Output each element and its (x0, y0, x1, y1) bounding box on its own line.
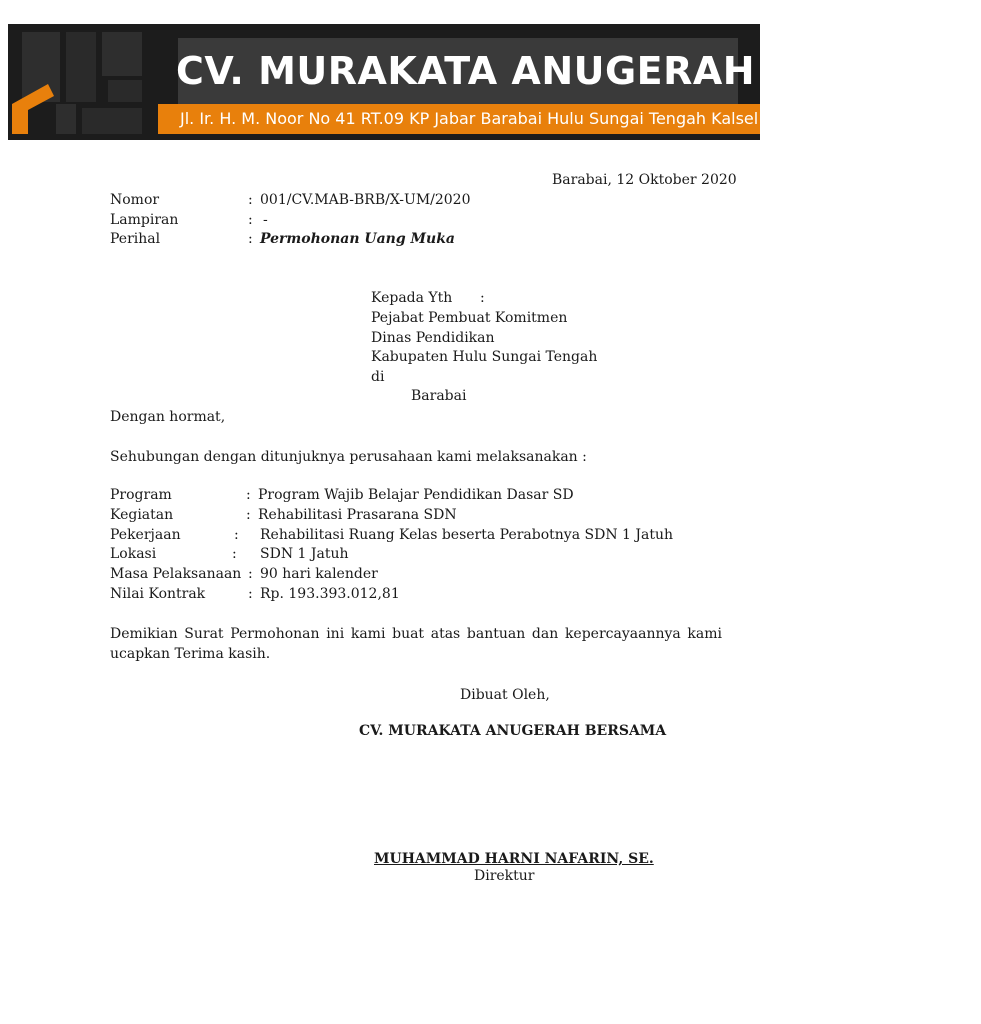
company-logo-icon (8, 24, 178, 140)
detail-value-pekerjaan: Rehabilitasi Ruang Kelas beserta Perabotnya SDN 1 Jatuh (260, 527, 674, 543)
recipient-greeting: Kepada Yth (371, 290, 453, 306)
intro-text: Sehubungan dengan ditunjuknya perusahaan kami melaksanakan : (110, 449, 587, 465)
field-label-perihal: Perihal (110, 231, 161, 247)
field-value-perihal: Permohonan Uang Muka (260, 231, 455, 247)
detail-label-kegiatan: Kegiatan (110, 507, 174, 523)
field-colon: : (248, 212, 253, 228)
detail-value-kegiatan: Rehabilitasi Prasarana SDN (258, 507, 457, 523)
field-colon: : (248, 231, 253, 247)
detail-value-nilai: Rp. 193.393.012,81 (260, 586, 400, 602)
recipient-line: Dinas Pendidikan (371, 330, 495, 346)
director-name: MUHAMMAD HARNI NAFARIN, SE. (374, 851, 654, 867)
detail-value-program: Program Wajib Belajar Pendidikan Dasar SD (258, 487, 574, 503)
closing-paragraph: Demikian Surat Permohonan ini kami buat atas bantuan dan kepercayaannya kami ucapkan Terima kasih. (110, 626, 722, 662)
director-title: Direktur (474, 868, 535, 884)
detail-value-masa: 90 hari kalender (260, 566, 378, 582)
company-name: CV. MURAKATA ANUGERAH BERSAMA (176, 49, 981, 93)
detail-colon: : (234, 527, 239, 543)
detail-label-masa: Masa Pelaksanaan (110, 566, 242, 582)
field-label-nomor: Nomor (110, 192, 160, 208)
recipient-line: Pejabat Pembuat Komitmen (371, 310, 568, 326)
signature-company: CV. MURAKATA ANUGERAH BERSAMA (359, 723, 667, 739)
detail-label-pekerjaan: Pekerjaan (110, 527, 181, 543)
detail-colon: : (246, 507, 251, 523)
field-label-lampiran: Lampiran (110, 212, 179, 228)
detail-label-nilai: Nilai Kontrak (110, 586, 206, 602)
detail-label-lokasi: Lokasi (110, 546, 157, 562)
recipient-city: Barabai (411, 388, 467, 404)
letter-date: Barabai, 12 Oktober 2020 (552, 172, 737, 188)
detail-colon: : (232, 546, 237, 562)
company-address: Jl. Ir. H. M. Noor No 41 RT.09 KP Jabar Barabai Hulu Sungai Tengah Kalsel (180, 109, 759, 128)
field-value-nomor: 001/CV.MAB-BRB/X-UM/2020 (260, 192, 471, 208)
recipient-line: Kabupaten Hulu Sungai Tengah (371, 349, 598, 365)
detail-value-lokasi: SDN 1 Jatuh (260, 546, 349, 562)
letterhead (8, 24, 981, 140)
recipient-colon: : (480, 290, 485, 306)
made-by: Dibuat Oleh, (460, 687, 550, 703)
recipient-line: di (371, 369, 385, 385)
salutation: Dengan hormat, (110, 409, 226, 425)
field-value-lampiran: - (263, 212, 268, 228)
field-colon: : (248, 192, 253, 208)
detail-colon: : (246, 487, 251, 503)
detail-colon: : (248, 586, 253, 602)
detail-colon: : (248, 566, 253, 582)
detail-label-program: Program (110, 487, 172, 503)
